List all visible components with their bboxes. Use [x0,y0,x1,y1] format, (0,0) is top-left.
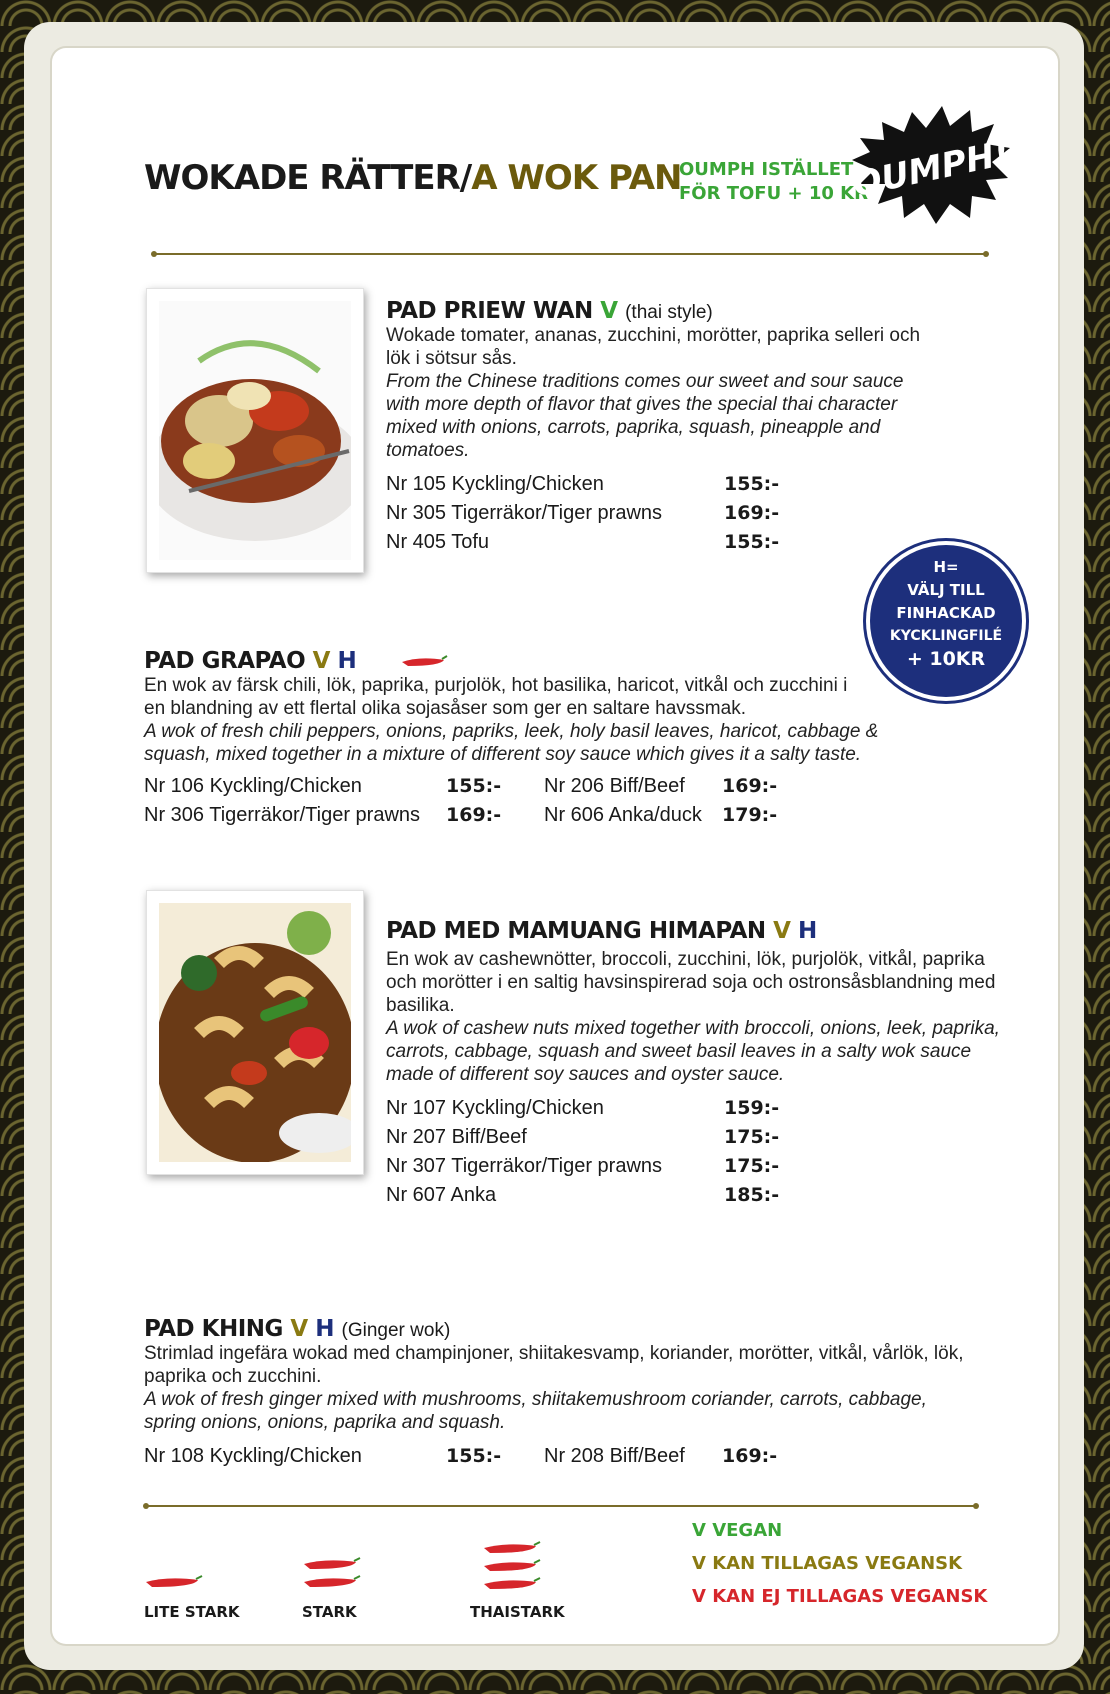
price-value: 185:- [724,1184,780,1206]
price-row [386,1094,806,1123]
heat-legend-thaistark [470,1536,610,1621]
price-row [386,1181,806,1210]
price-value: 175:- [724,1126,780,1148]
heat-label: THAISTARK [470,1603,565,1621]
price-label: Nr 307 Tigerräkor/Tiger prawns [386,1155,663,1177]
price-value: 175:- [724,1155,780,1177]
chicken-mark: H [337,648,357,674]
oumph-line-2: FÖR TOFU + 10 KR [679,183,868,204]
vegan-legend-item: V VEGAN [692,1520,783,1541]
price-label: Nr 206 Biff/Beef [544,775,685,797]
chicken-mark: H [797,918,817,944]
dish-name: PAD MED MAMUANG HIMAPAN [386,918,766,944]
price-value: 159:- [724,1097,780,1119]
dish-title [386,918,1006,944]
price-value: 155:- [724,531,780,553]
price-list [386,1094,806,1210]
dish-description-sv: Strimlad ingefära wokad med champinjoner, shiitakesvamp, koriander, morötter, vitkål, vårlök, lök, paprika och zucchini. [144,1343,964,1387]
badge-line: VÄLJ TILL [907,581,985,599]
badge-line: KYCKLINGFILÉ [889,628,1003,644]
price-value: 169:- [724,502,780,524]
price-value: 155:- [446,775,502,797]
dish-pad-priew-wan [386,298,986,557]
dish-title [144,1316,974,1342]
price-label: Nr 607 Anka [386,1184,497,1206]
dish-note: (Ginger wok) [341,1320,451,1341]
svg-text:OUMPH!: OUMPH! [849,132,1014,206]
dish-pad-khing [144,1316,974,1471]
price-label: Nr 107 Kyckling/Chicken [386,1097,604,1119]
price-value: 169:- [722,775,778,797]
price-row [386,1123,806,1152]
heat-legend-stark [302,1552,422,1621]
price-label: Nr 105 Kyckling/Chicken [386,473,604,495]
vegan-mark: V [290,1316,308,1342]
chili-icon [482,1536,542,1598]
dish-photo-pad-med-mamuang [146,890,364,1175]
vegan-mark: V [312,648,330,674]
price-value: 155:- [446,1445,502,1467]
chili-icon [400,654,448,670]
dish-pad-med-mamuang-himapan [386,918,1006,1210]
dish-description-en: A wok of fresh ginger mixed with mushrooms, shiitakemushroom coriander, carrots, cabbage, spring onions, onions, paprika and squash. [144,1389,927,1433]
dish-note: (thai style) [625,302,713,323]
badge-line: + 10KR [906,648,986,670]
menu-page [52,48,1058,1644]
oumph-line-1: OUMPH ISTÄLLET [679,159,854,180]
page-title [144,158,682,198]
chicken-mark: H [315,1316,334,1342]
dish-description-en: From the Chinese traditions comes our sweet and sour sauce with more depth of flavor that gives the special thai character mixed with onions, carrots, paprika, squash, pineapple and tomatoes. [386,371,904,461]
price-row [386,499,806,528]
heat-legend-lite-stark [144,1568,264,1621]
dish-name: PAD KHING [144,1316,283,1342]
price-label: Nr 306 Tigerräkor/Tiger prawns [144,804,421,826]
title-swedish: WOKADE RÄTTER/ [144,158,472,198]
dish-title [386,298,986,324]
price-list [144,1442,974,1471]
vegan-mark: V [600,298,618,324]
oumph-note [679,158,868,206]
vegan-legend [692,1514,987,1613]
price-label: Nr 305 Tigerräkor/Tiger prawns [386,502,663,524]
badge-line: FINHACKAD [896,604,996,622]
dish-pad-grapao [144,648,904,830]
dish-description-en: A wok of cashew nuts mixed together with broccoli, onions, leek, paprika, carrots, cabbage, squash and sweet basil leaves in a salty wok sauce made of different soy sauces and oyster sauce. [386,1018,1000,1085]
price-value: 169:- [446,804,502,826]
badge-line: H= [933,558,959,576]
dish-name: PAD GRAPAO [144,648,306,674]
price-list [386,470,806,557]
price-row [386,1152,806,1181]
dish-description-en: A wok of fresh chili peppers, onions, papriks, leek, holy basil leaves, haricot, cabbage & squash, mixed together in a mixture of different soy sauce which gives it a salty taste. [144,721,879,765]
price-label: Nr 405 Tofu [386,531,490,553]
price-label: Nr 106 Kyckling/Chicken [144,775,362,797]
oumph-logo [846,100,1016,230]
heat-label: LITE STARK [144,1603,240,1621]
vegan-mark: V [773,918,791,944]
price-list [144,772,904,830]
dish-photo-pad-priew-wan [146,288,364,573]
dish-description-sv: En wok av färsk chili, lök, paprika, purjolök, hot basilika, haricot, vitkål och zucchini i en blandning av ett flertal olika sojasåser som ger en saltare havssmak. [144,675,848,719]
footer-divider [146,1505,976,1507]
dish-title [144,648,904,674]
chili-icon [144,1568,204,1598]
price-label: Nr 108 Kyckling/Chicken [144,1445,362,1467]
price-label: Nr 208 Biff/Beef [544,1445,685,1467]
price-value: 155:- [724,473,780,495]
dish-description-sv: En wok av cashewnötter, broccoli, zucchini, lök, purjolök, vitkål, paprika och morötter i en saltig havsinspirerad soja och ostronsåsblandning med basilika. [386,949,996,1016]
vegan-legend-item: V KAN TILLAGAS VEGANSK [692,1553,963,1574]
header-divider [154,253,986,255]
chili-icon [302,1552,362,1598]
vegan-legend-item: V KAN EJ TILLAGAS VEGANSK [692,1586,988,1607]
price-label: Nr 606 Anka/duck [544,804,702,826]
title-english: A WOK PAN [471,158,682,198]
price-row [386,528,806,557]
price-row [386,470,806,499]
price-label: Nr 207 Biff/Beef [386,1126,527,1148]
dish-name: PAD PRIEW WAN [386,298,593,324]
dish-description-sv: Wokade tomater, ananas, zucchini, morötter, paprika selleri och lök i sötsur sås. [386,325,921,369]
heat-label: STARK [302,1603,357,1621]
price-value: 169:- [722,1445,778,1467]
price-value: 179:- [722,804,778,826]
